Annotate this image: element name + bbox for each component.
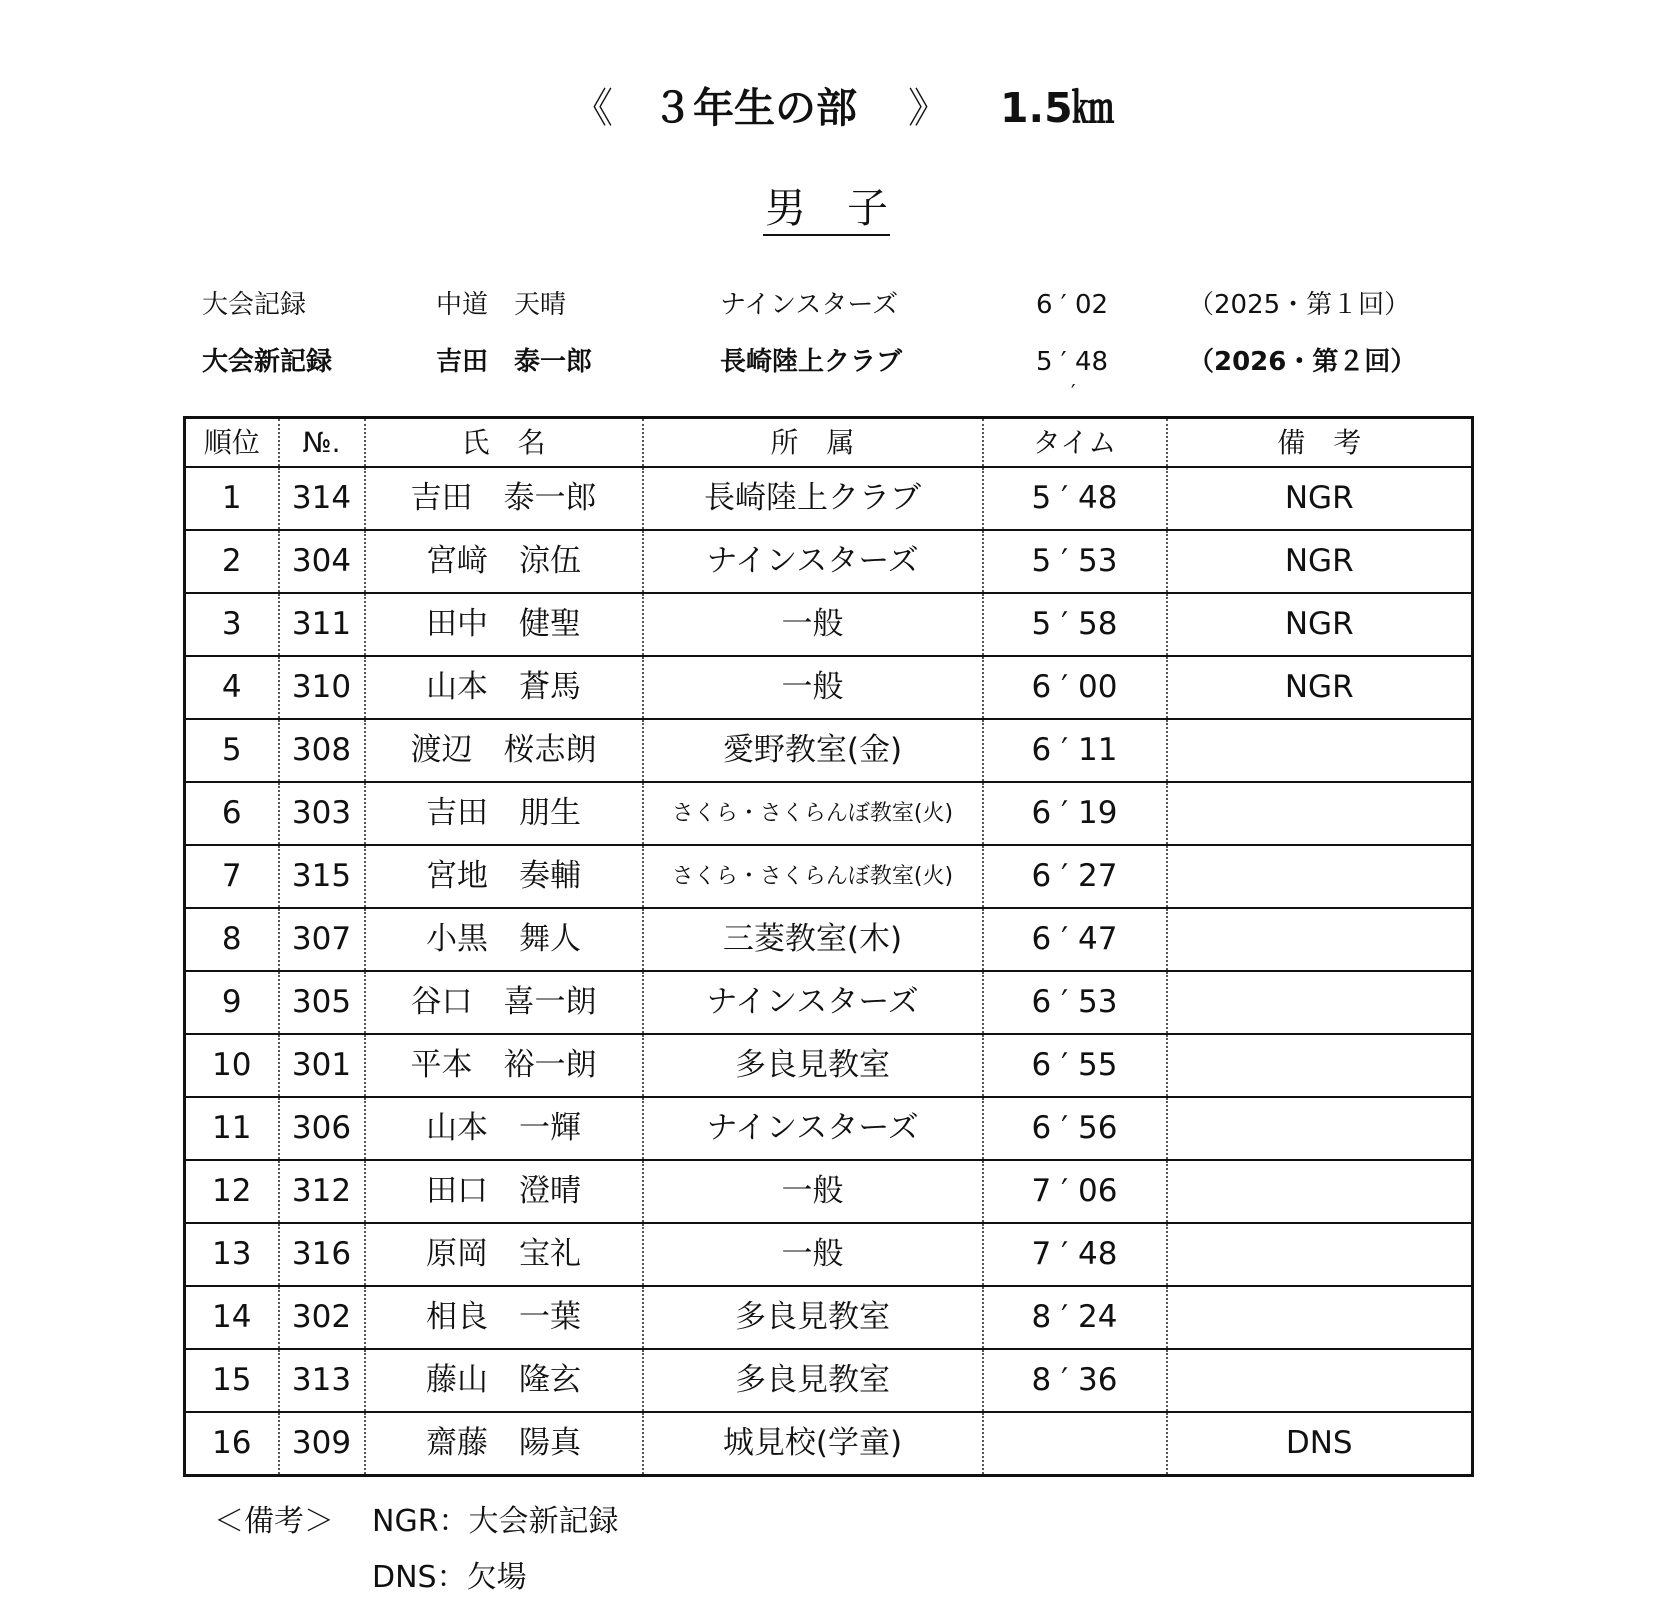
cell-note [1167,908,1473,971]
cell-note [1167,782,1473,845]
cell-time: 8 ′ 24 [983,1286,1167,1349]
cell-club: 一般 [643,1223,983,1286]
cell-no: 307 [279,908,365,971]
cell-note [1167,971,1473,1034]
record-holder-name: 中道 天晴 [436,290,567,320]
header-no: №. [279,418,365,468]
cell-no: 308 [279,719,365,782]
cell-time: 6 ′ 27 [983,845,1167,908]
cell-name: 田口 澄晴 [365,1160,643,1223]
cell-name: 藤山 隆玄 [365,1349,643,1412]
cell-no: 315 [279,845,365,908]
cell-no: 303 [279,782,365,845]
cell-note: NGR [1167,530,1473,593]
cell-rank: 2 [185,530,279,593]
cell-note [1167,1034,1473,1097]
table-row [185,1349,1473,1412]
cell-name: 小黒 舞人 [365,908,643,971]
cell-club: ナインスターズ [643,530,983,593]
cell-club: ナインスターズ [643,971,983,1034]
cell-name: 山本 一輝 [365,1097,643,1160]
table-row [185,971,1473,1034]
cell-time: 6 ′ 53 [983,971,1167,1034]
cell-club: 三菱教室(木) [643,908,983,971]
cell-club: 多良見教室 [643,1034,983,1097]
meet-record-row [0,285,1653,325]
table-row [185,782,1473,845]
cell-time: 5 ′ 48 [983,467,1167,530]
cell-rank: 11 [185,1097,279,1160]
cell-rank: 4 [185,656,279,719]
cell-time: 6 ′ 47 [983,908,1167,971]
new-record-year: （2026・第２回） [1188,347,1417,377]
cell-club: 多良見教室 [643,1286,983,1349]
table-row [185,593,1473,656]
title-open-bracket: 《 [572,84,613,132]
cell-rank: 1 [185,467,279,530]
table-row [185,1223,1473,1286]
cell-club: 一般 [643,593,983,656]
cell-no: 316 [279,1223,365,1286]
cell-rank: 6 [185,782,279,845]
cell-no: 310 [279,656,365,719]
table-row [185,1034,1473,1097]
cell-note: DNS [1167,1412,1473,1476]
cell-time: 5 ′ 53 [983,530,1167,593]
table-row [185,467,1473,530]
cell-time: 7 ′ 06 [983,1160,1167,1223]
cell-no: 305 [279,971,365,1034]
table-header-row [185,418,1473,468]
gender-heading [0,182,1653,234]
new-record-holder-name: 吉田 泰一郎 [436,347,593,377]
legend-line-ngr [0,1500,1653,1544]
cell-name: 平本 裕一朗 [365,1034,643,1097]
cell-club: 一般 [643,656,983,719]
cell-rank: 7 [185,845,279,908]
cell-no: 306 [279,1097,365,1160]
cell-note: NGR [1167,467,1473,530]
header-club: 所 属 [643,418,983,468]
table-row [185,1286,1473,1349]
cell-time: 6 ′ 00 [983,656,1167,719]
cell-no: 304 [279,530,365,593]
cell-note [1167,1160,1473,1223]
cell-name: 山本 蒼馬 [365,656,643,719]
cell-note [1167,1097,1473,1160]
header-time: タイム [983,418,1167,468]
cell-rank: 13 [185,1223,279,1286]
cell-name: 原岡 宝礼 [365,1223,643,1286]
page-title [0,78,1653,138]
cell-name: 宮地 奏輔 [365,845,643,908]
table-row [185,845,1473,908]
cell-no: 301 [279,1034,365,1097]
title-close-bracket: 》 [908,84,949,132]
table-row [185,908,1473,971]
legend-line-dns [0,1556,1653,1600]
cell-time: 5 ′ 58 [983,593,1167,656]
cell-note [1167,1286,1473,1349]
header-note: 備 考 [1167,418,1473,468]
header-name: 氏 名 [365,418,643,468]
cell-no: 314 [279,467,365,530]
stray-prime-mark: ′ [1071,380,1076,404]
cell-time: 6 ′ 56 [983,1097,1167,1160]
cell-rank: 16 [185,1412,279,1476]
record-holder-club: ナインスターズ [720,290,899,320]
cell-name: 相良 一葉 [365,1286,643,1349]
cell-rank: 15 [185,1349,279,1412]
cell-rank: 3 [185,593,279,656]
new-meet-record-row [0,342,1653,382]
cell-club: 愛野教室(金) [643,719,983,782]
cell-no: 302 [279,1286,365,1349]
new-record-time: 5 ′ 48 [1036,347,1109,377]
record-year: （2025・第１回） [1188,290,1411,320]
cell-name: 吉田 朋生 [365,782,643,845]
cell-name: 谷口 喜一朗 [365,971,643,1034]
header-rank: 順位 [185,418,279,468]
cell-no: 311 [279,593,365,656]
title-division: ３年生の部 [652,84,857,132]
cell-name: 齋藤 陽真 [365,1412,643,1476]
cell-time: 6 ′ 55 [983,1034,1167,1097]
cell-club: 多良見教室 [643,1349,983,1412]
table-row [185,656,1473,719]
results-table [183,416,1474,1477]
cell-note [1167,1223,1473,1286]
cell-no: 309 [279,1412,365,1476]
cell-rank: 12 [185,1160,279,1223]
cell-note [1167,1349,1473,1412]
cell-no: 313 [279,1349,365,1412]
legend-heading: ＜備考＞ [214,1504,334,1539]
cell-time: 6 ′ 19 [983,782,1167,845]
record-label: 大会記録 [202,290,307,320]
cell-time: 7 ′ 48 [983,1223,1167,1286]
table-row [185,1160,1473,1223]
cell-club: 城見校(学童) [643,1412,983,1476]
table-row [185,1097,1473,1160]
cell-name: 吉田 泰一郎 [365,467,643,530]
new-record-label: 大会新記録 [202,347,333,377]
cell-rank: 8 [185,908,279,971]
cell-note [1167,845,1473,908]
legend-ngr: NGR：大会新記録 [372,1504,619,1539]
table-row [185,1412,1473,1476]
new-record-holder-club: 長崎陸上クラブ [720,347,903,377]
cell-note [1167,719,1473,782]
gender-label: 男 子 [763,184,890,236]
title-distance: 1.5㎞ [1000,84,1114,132]
cell-name: 渡辺 桜志朗 [365,719,643,782]
cell-club: ナインスターズ [643,1097,983,1160]
cell-rank: 5 [185,719,279,782]
cell-club: 一般 [643,1160,983,1223]
cell-no: 312 [279,1160,365,1223]
cell-note: NGR [1167,593,1473,656]
cell-club: さくら・さくらんぼ教室(火) [643,782,983,845]
cell-rank: 10 [185,1034,279,1097]
cell-note: NGR [1167,656,1473,719]
record-time: 6 ′ 02 [1036,290,1109,320]
table-row [185,530,1473,593]
cell-club: さくら・さくらんぼ教室(火) [643,845,983,908]
legend-dns: DNS：欠場 [372,1560,527,1595]
cell-name: 宮﨑 涼伍 [365,530,643,593]
table-row [185,719,1473,782]
cell-rank: 14 [185,1286,279,1349]
cell-time [983,1412,1167,1476]
cell-club: 長崎陸上クラブ [643,467,983,530]
cell-rank: 9 [185,971,279,1034]
cell-name: 田中 健聖 [365,593,643,656]
cell-time: 8 ′ 36 [983,1349,1167,1412]
cell-time: 6 ′ 11 [983,719,1167,782]
